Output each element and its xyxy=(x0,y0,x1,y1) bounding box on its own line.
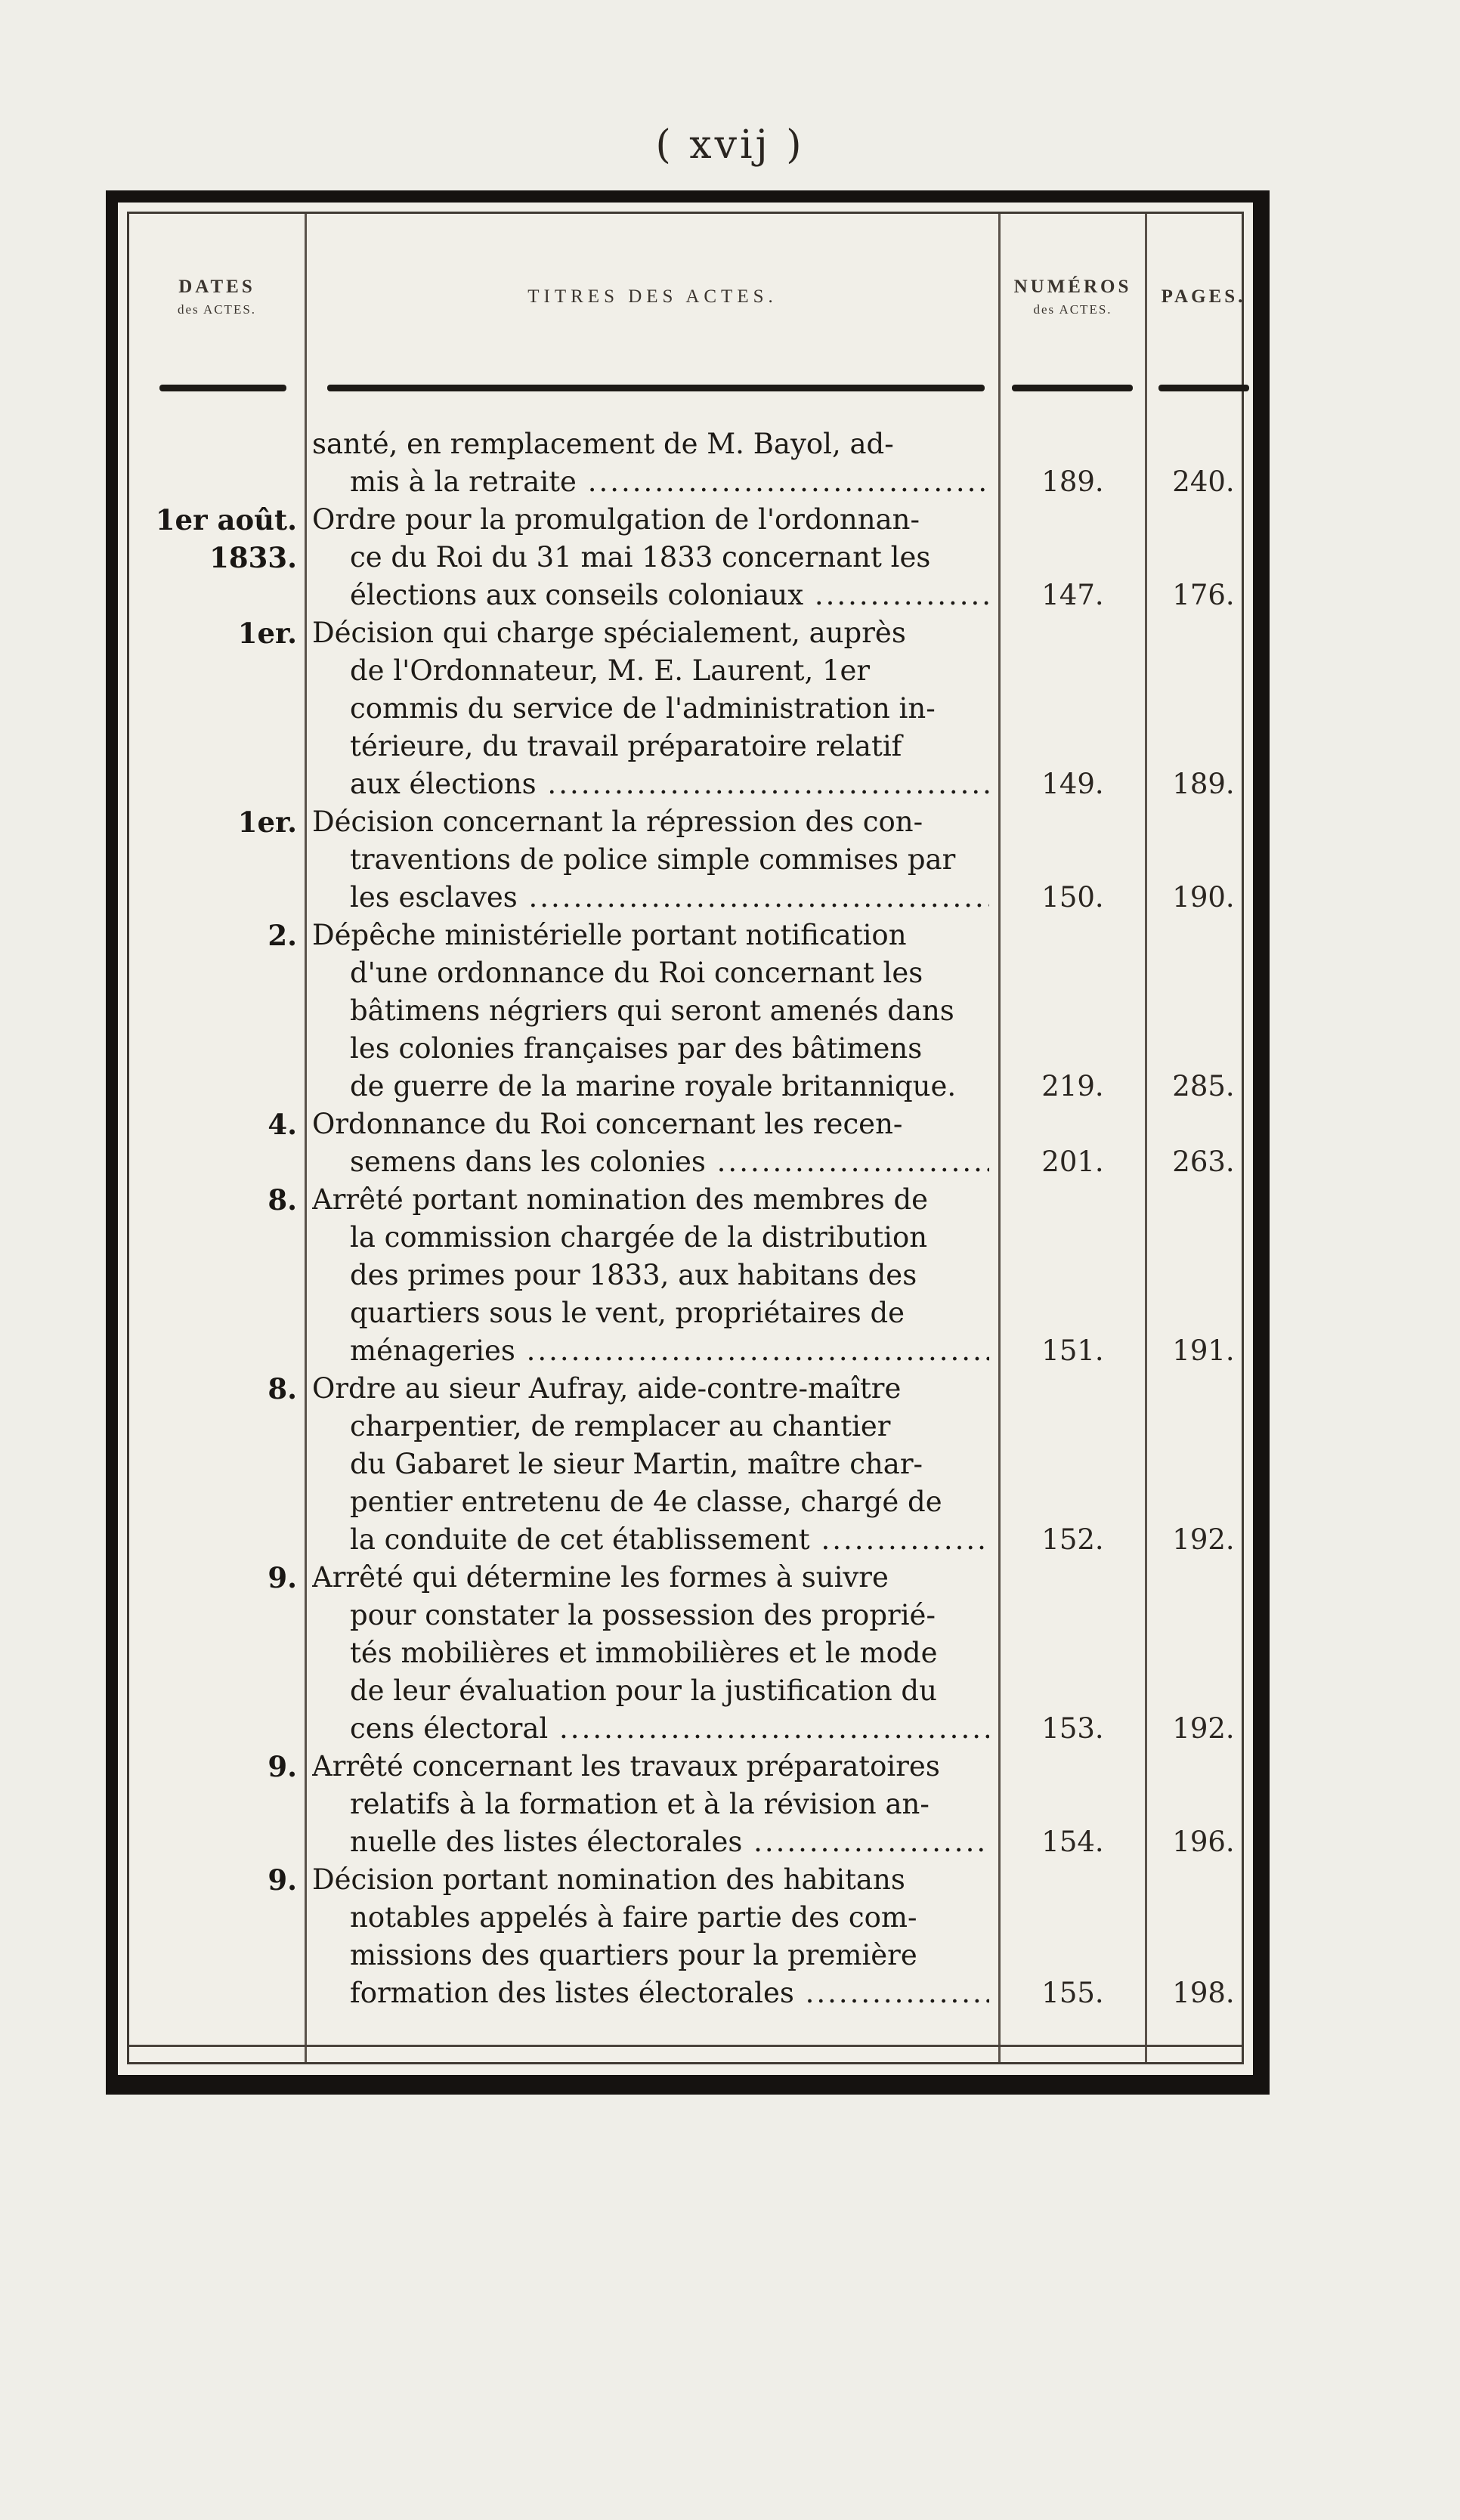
entry-date-day: 1er. xyxy=(237,805,297,839)
table-frame xyxy=(106,190,1270,2095)
entry-title xyxy=(312,1748,989,1861)
entry-title-line: térieure, du travail préparatoire relatif xyxy=(350,730,902,762)
entry-act-number: 155. xyxy=(1041,1977,1104,2009)
table-row xyxy=(129,1861,1260,2012)
entry-title xyxy=(312,501,989,614)
table-inner xyxy=(127,212,1244,2064)
table-row xyxy=(129,501,1260,614)
page-number: ( xvij ) xyxy=(655,122,805,168)
entry-act-number: 150. xyxy=(1041,881,1104,914)
entry-act-number: 153. xyxy=(1041,1712,1104,1745)
entry-title-line: Ordre pour la promulgation de l'ordonnan- xyxy=(312,503,920,536)
entry-date xyxy=(129,1181,298,1219)
table-row xyxy=(129,1748,1260,1861)
header-rule xyxy=(159,385,286,391)
entry-title-line: cens électoral ..... xyxy=(312,1710,989,1748)
bottom-rule xyxy=(129,2045,1242,2047)
entry-title-line: commis du service de l'administration in- xyxy=(350,692,936,725)
entry-title-line: formation des listes électorales ..... xyxy=(312,1974,989,2012)
entry-date xyxy=(129,1559,298,1597)
entry-title-line: de guerre de la marine royale britannique. xyxy=(350,1070,957,1102)
entry-title-line: tés mobilières et immobilières et le mode xyxy=(350,1637,938,1669)
table-row xyxy=(129,1559,1260,1748)
entry-date xyxy=(129,1861,298,1899)
entry-act-number: 151. xyxy=(1041,1334,1104,1367)
header-titres xyxy=(307,214,998,380)
entry-date-day: 9. xyxy=(268,1750,297,1783)
table-row xyxy=(129,803,1260,917)
header-rule xyxy=(327,385,985,391)
table-row xyxy=(129,917,1260,1105)
entry-date xyxy=(129,803,298,841)
entry-date xyxy=(129,501,298,577)
entry-date-day: 8. xyxy=(268,1372,297,1405)
entry-page-number: 196. xyxy=(1172,1826,1235,1858)
entry-title-line: les esclaves ..... xyxy=(312,879,989,917)
entry-title-line: santé, en remplacement de M. Bayol, ad- xyxy=(312,428,894,460)
entry-title xyxy=(312,1105,989,1181)
entry-title xyxy=(312,1181,989,1370)
entry-title-line: Arrêté concernant les travaux préparatoires xyxy=(312,1750,940,1783)
header-titres-label: TITRES DES ACTES. xyxy=(527,286,778,307)
entry-title xyxy=(312,1370,989,1559)
table-row xyxy=(129,1181,1260,1370)
entry-title-line: des primes pour 1833, aux habitans des xyxy=(350,1259,917,1291)
entry-date-day: 2. xyxy=(268,919,297,952)
entry-title-line: du Gabaret le sieur Martin, maître char- xyxy=(350,1448,923,1480)
header-pages-label: PAGES. xyxy=(1161,286,1246,307)
entry-title-line: Arrêté portant nomination des membres de xyxy=(312,1183,929,1216)
entry-title-line: d'une ordonnance du Roi concernant les xyxy=(350,957,923,989)
entry-title xyxy=(312,614,989,803)
entry-title-line: ménageries ..... xyxy=(312,1332,989,1370)
entry-page-number: 190. xyxy=(1172,881,1235,914)
header-pages xyxy=(1147,214,1260,380)
entry-page-number: 285. xyxy=(1172,1070,1235,1102)
entry-act-number: 147. xyxy=(1041,579,1104,611)
table-row xyxy=(129,614,1260,803)
table-row xyxy=(129,1105,1260,1181)
entry-date-day: 9. xyxy=(268,1863,297,1897)
entry-title xyxy=(312,917,989,1105)
entry-title-line: Décision portant nomination des habitans xyxy=(312,1863,905,1896)
entry-page-number: 240. xyxy=(1172,465,1235,498)
entry-title-line: nuelle des listes électorales ..... xyxy=(312,1823,989,1861)
entry-act-number: 152. xyxy=(1041,1523,1104,1556)
entry-date xyxy=(129,1748,298,1786)
entry-act-number: 149. xyxy=(1041,768,1104,800)
entry-date-day: 1er. xyxy=(237,617,297,650)
entry-title-line: de leur évaluation pour la justification du xyxy=(350,1674,937,1707)
entry-title-line: Arrêté qui détermine les formes à suivre xyxy=(312,1561,889,1594)
entry-date-year: 1833. xyxy=(209,541,297,574)
entry-title-line: Dépêche ministérielle portant notification xyxy=(312,919,907,951)
entry-title-line: Décision concernant la répression des con- xyxy=(312,805,923,838)
entry-date-day: 8. xyxy=(268,1183,297,1217)
entry-title-line: élections aux conseils coloniaux ..... xyxy=(312,577,989,614)
entry-date-day: 1er août. xyxy=(155,503,297,536)
entry-title-line: de l'Ordonnateur, M. E. Laurent, 1er xyxy=(350,654,871,687)
entry-page-number: 192. xyxy=(1172,1523,1235,1556)
entry-act-number: 219. xyxy=(1041,1070,1104,1102)
entry-date xyxy=(129,1105,298,1143)
entry-page-number: 198. xyxy=(1172,1977,1235,2009)
entry-title-line: pentier entretenu de 4e classe, chargé de xyxy=(350,1486,942,1518)
entry-page-number: 189. xyxy=(1172,768,1235,800)
entry-title-line: mis à la retraite ..... xyxy=(312,463,989,501)
entry-page-number: 191. xyxy=(1172,1334,1235,1367)
entry-title xyxy=(312,425,989,501)
entry-date xyxy=(129,614,298,652)
entry-title-line: pour constater la possession des proprié- xyxy=(350,1599,936,1631)
entry-page-number: 176. xyxy=(1172,579,1235,611)
entry-title-line: Décision qui charge spécialement, auprès xyxy=(312,617,906,649)
table-row xyxy=(129,425,1260,501)
header-dates xyxy=(129,214,305,380)
entry-page-number: 263. xyxy=(1172,1146,1235,1178)
entry-title-line: missions des quartiers pour la première xyxy=(350,1939,917,1971)
header-numeros-sub: des ACTES. xyxy=(1033,302,1112,317)
entry-title-line: traventions de police simple commises par xyxy=(350,843,956,876)
entry-title-line: semens dans les colonies ..... xyxy=(312,1143,989,1181)
entry-title-line: la conduite de cet établissement ..... xyxy=(312,1521,989,1559)
entry-title-line: charpentier, de remplacer au chantier xyxy=(350,1410,891,1442)
entry-title-line: ce du Roi du 31 mai 1833 concernant les xyxy=(350,541,931,574)
header-numeros-label: NUMÉROS xyxy=(1013,277,1132,297)
table-row xyxy=(129,1370,1260,1559)
header-rule xyxy=(1012,385,1133,391)
entry-title-line: relatifs à la formation et à la révision an- xyxy=(350,1788,930,1820)
entry-title xyxy=(312,803,989,917)
entry-title-line: notables appelés à faire partie des com- xyxy=(350,1901,917,1934)
entry-act-number: 154. xyxy=(1041,1826,1104,1858)
entry-page-number: 192. xyxy=(1172,1712,1235,1745)
entry-title-line: Ordonnance du Roi concernant les recen- xyxy=(312,1108,903,1140)
entry-date-day: 4. xyxy=(268,1108,297,1141)
header-dates-sub: des ACTES. xyxy=(177,302,257,317)
entry-date-day: 9. xyxy=(268,1561,297,1594)
header-dates-label: DATES xyxy=(178,277,255,297)
entry-title-line: quartiers sous le vent, propriétaires de xyxy=(350,1297,905,1329)
entry-title-line: la commission chargée de la distribution xyxy=(350,1221,928,1254)
entry-title-line: les colonies françaises par des bâtimens xyxy=(350,1032,923,1065)
entry-act-number: 201. xyxy=(1041,1146,1104,1178)
entry-title xyxy=(312,1861,989,2012)
entry-date xyxy=(129,917,298,954)
entry-title-line: aux élections ..... xyxy=(312,765,989,803)
entry-title xyxy=(312,1559,989,1748)
entry-act-number: 189. xyxy=(1041,465,1104,498)
entry-date xyxy=(129,1370,298,1408)
entry-title-line: Ordre au sieur Aufray, aide-contre-maître xyxy=(312,1372,902,1405)
header-rule xyxy=(1158,385,1249,391)
header-numeros xyxy=(1001,214,1145,380)
entry-title-line: bâtimens négriers qui seront amenés dans xyxy=(350,994,954,1027)
